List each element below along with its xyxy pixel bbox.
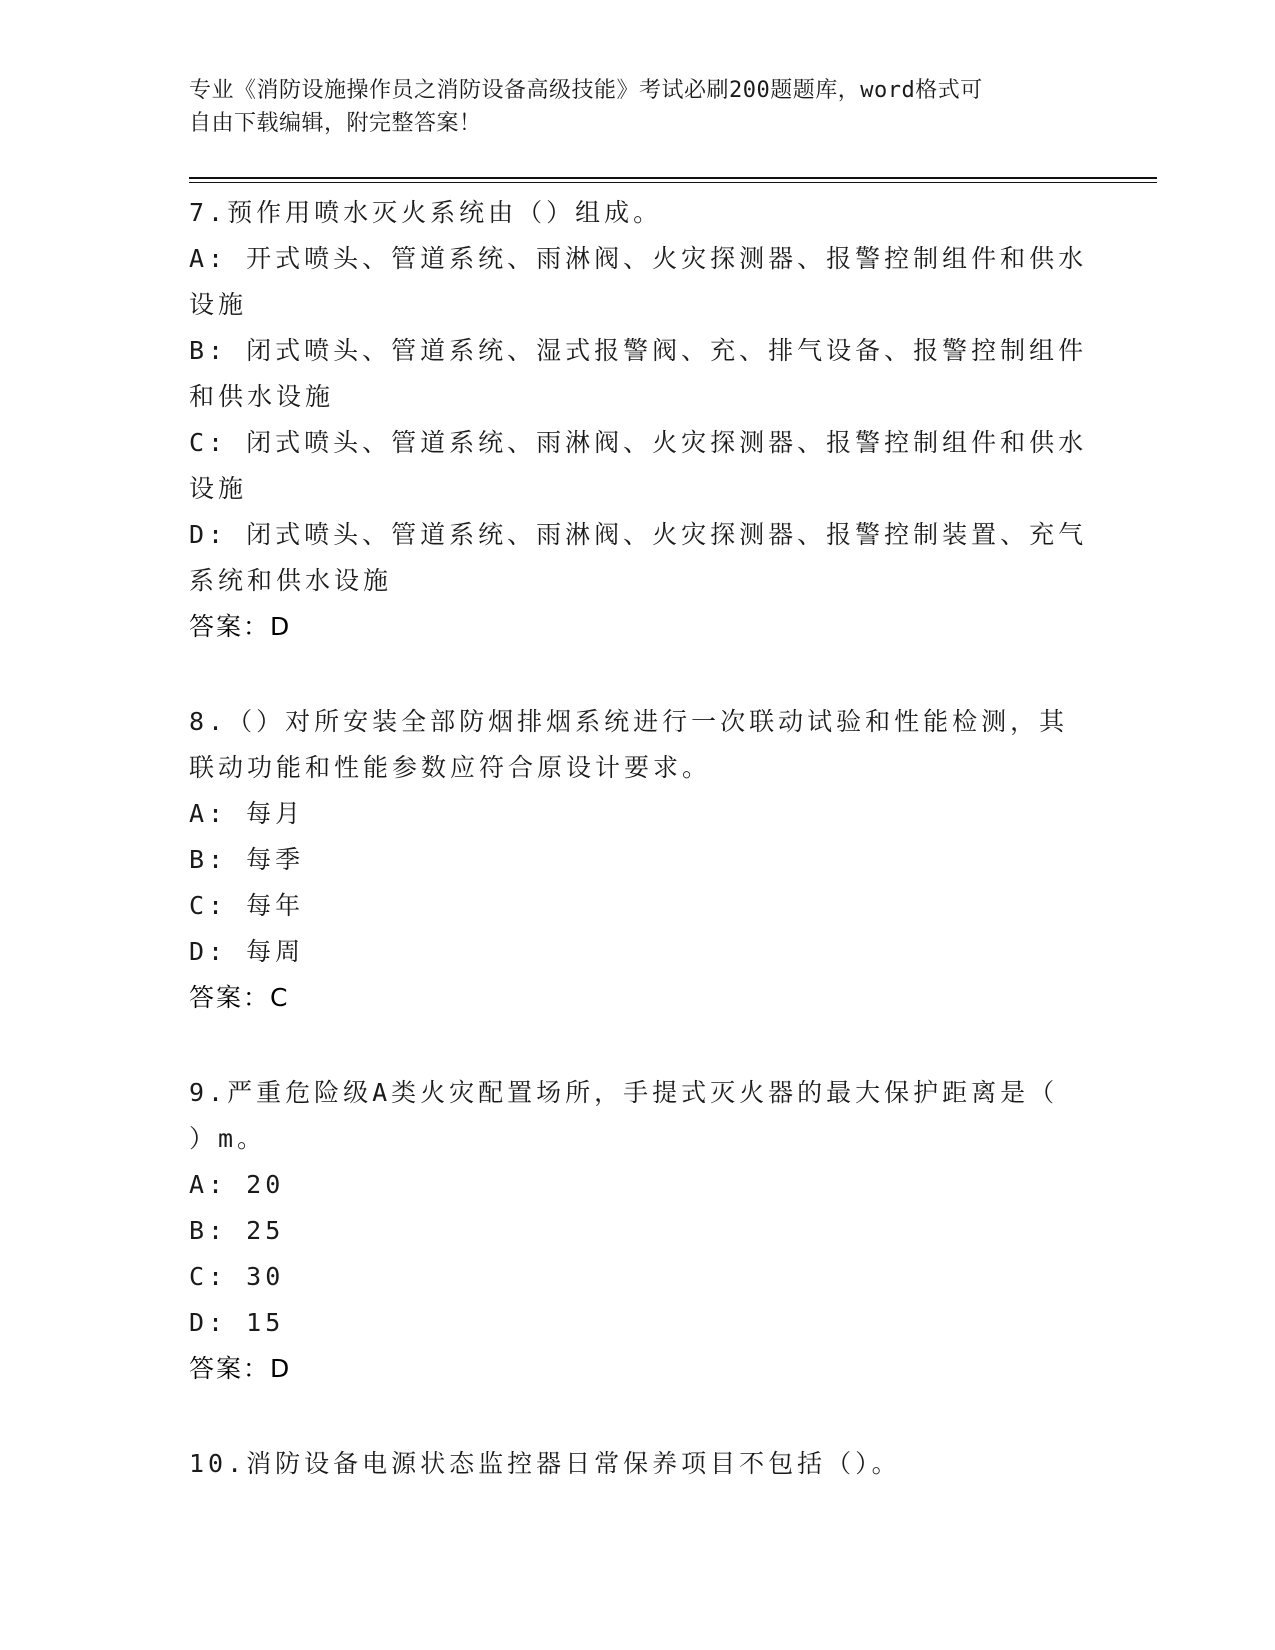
question-list	[189, 190, 1089, 1536]
question-stem-line: ）m。	[189, 1124, 267, 1153]
answer-option-line: D: 15	[189, 1308, 285, 1337]
answer-option-line: C: 30	[189, 1262, 285, 1291]
answer-option	[189, 236, 1089, 328]
answer-option	[189, 837, 1089, 883]
question-stem-line: 7.预作用喷水灭火系统由（）组成。	[189, 198, 663, 227]
question-block	[189, 1070, 1089, 1392]
answer-option-line: 和供水设施	[189, 382, 335, 411]
answer-option-line: A: 20	[189, 1170, 285, 1199]
answer-option	[189, 1162, 1089, 1208]
answer-key: 答案：D	[189, 612, 292, 641]
header-divider-thick	[189, 177, 1157, 179]
question-stem-line: 9.严重危险级A类火灾配置场所，手提式灭火器的最大保护距离是（	[189, 1078, 1059, 1107]
question-block	[189, 699, 1089, 1021]
answer-key: 答案：C	[189, 983, 290, 1012]
answer-option	[189, 328, 1089, 420]
answer-option-line: C: 每年	[189, 891, 305, 920]
answer-option	[189, 929, 1089, 975]
answer-option-line: D: 每周	[189, 937, 305, 966]
answer-option-line: D: 闭式喷头、管道系统、雨淋阀、火灾探测器、报警控制装置、充气	[189, 520, 1088, 549]
answer-option	[189, 420, 1089, 512]
question-block	[189, 190, 1089, 650]
answer-option-line: B: 25	[189, 1216, 285, 1245]
answer-key: 答案：D	[189, 1354, 292, 1383]
question-stem-line: 8.（）对所安装全部防烟排烟系统进行一次联动试验和性能检测，其	[189, 707, 1069, 736]
answer-option	[189, 512, 1089, 604]
answer-option-line: 设施	[189, 474, 248, 503]
header-divider-thin	[189, 182, 1157, 183]
answer-option-line: 系统和供水设施	[189, 566, 393, 595]
header-title-line-2: 自由下载编辑，附完整答案！	[189, 111, 482, 136]
answer-option-line: B: 每季	[189, 845, 305, 874]
question-stem-line: 联动功能和性能参数应符合原设计要求。	[189, 753, 712, 782]
answer-option	[189, 791, 1089, 837]
answer-option-line: A: 开式喷头、管道系统、雨淋阀、火灾探测器、报警控制组件和供水	[189, 244, 1088, 273]
answer-option-line: C: 闭式喷头、管道系统、雨淋阀、火灾探测器、报警控制组件和供水	[189, 428, 1088, 457]
document-header	[189, 74, 1069, 140]
header-title-line-1: 专业《消防设施操作员之消防设备高级技能》考试必刷200题题库，word格式可	[189, 78, 983, 103]
answer-option	[189, 1208, 1089, 1254]
answer-option-line: A: 每月	[189, 799, 305, 828]
answer-option-line: B: 闭式喷头、管道系统、湿式报警阀、充、排气设备、报警控制组件	[189, 336, 1088, 365]
answer-option	[189, 883, 1089, 929]
question-block	[189, 1441, 1089, 1487]
answer-option	[189, 1300, 1089, 1346]
answer-option	[189, 1254, 1089, 1300]
question-stem-line: 10.消防设备电源状态监控器日常保养项目不包括（）。	[189, 1449, 901, 1478]
answer-option-line: 设施	[189, 290, 248, 319]
